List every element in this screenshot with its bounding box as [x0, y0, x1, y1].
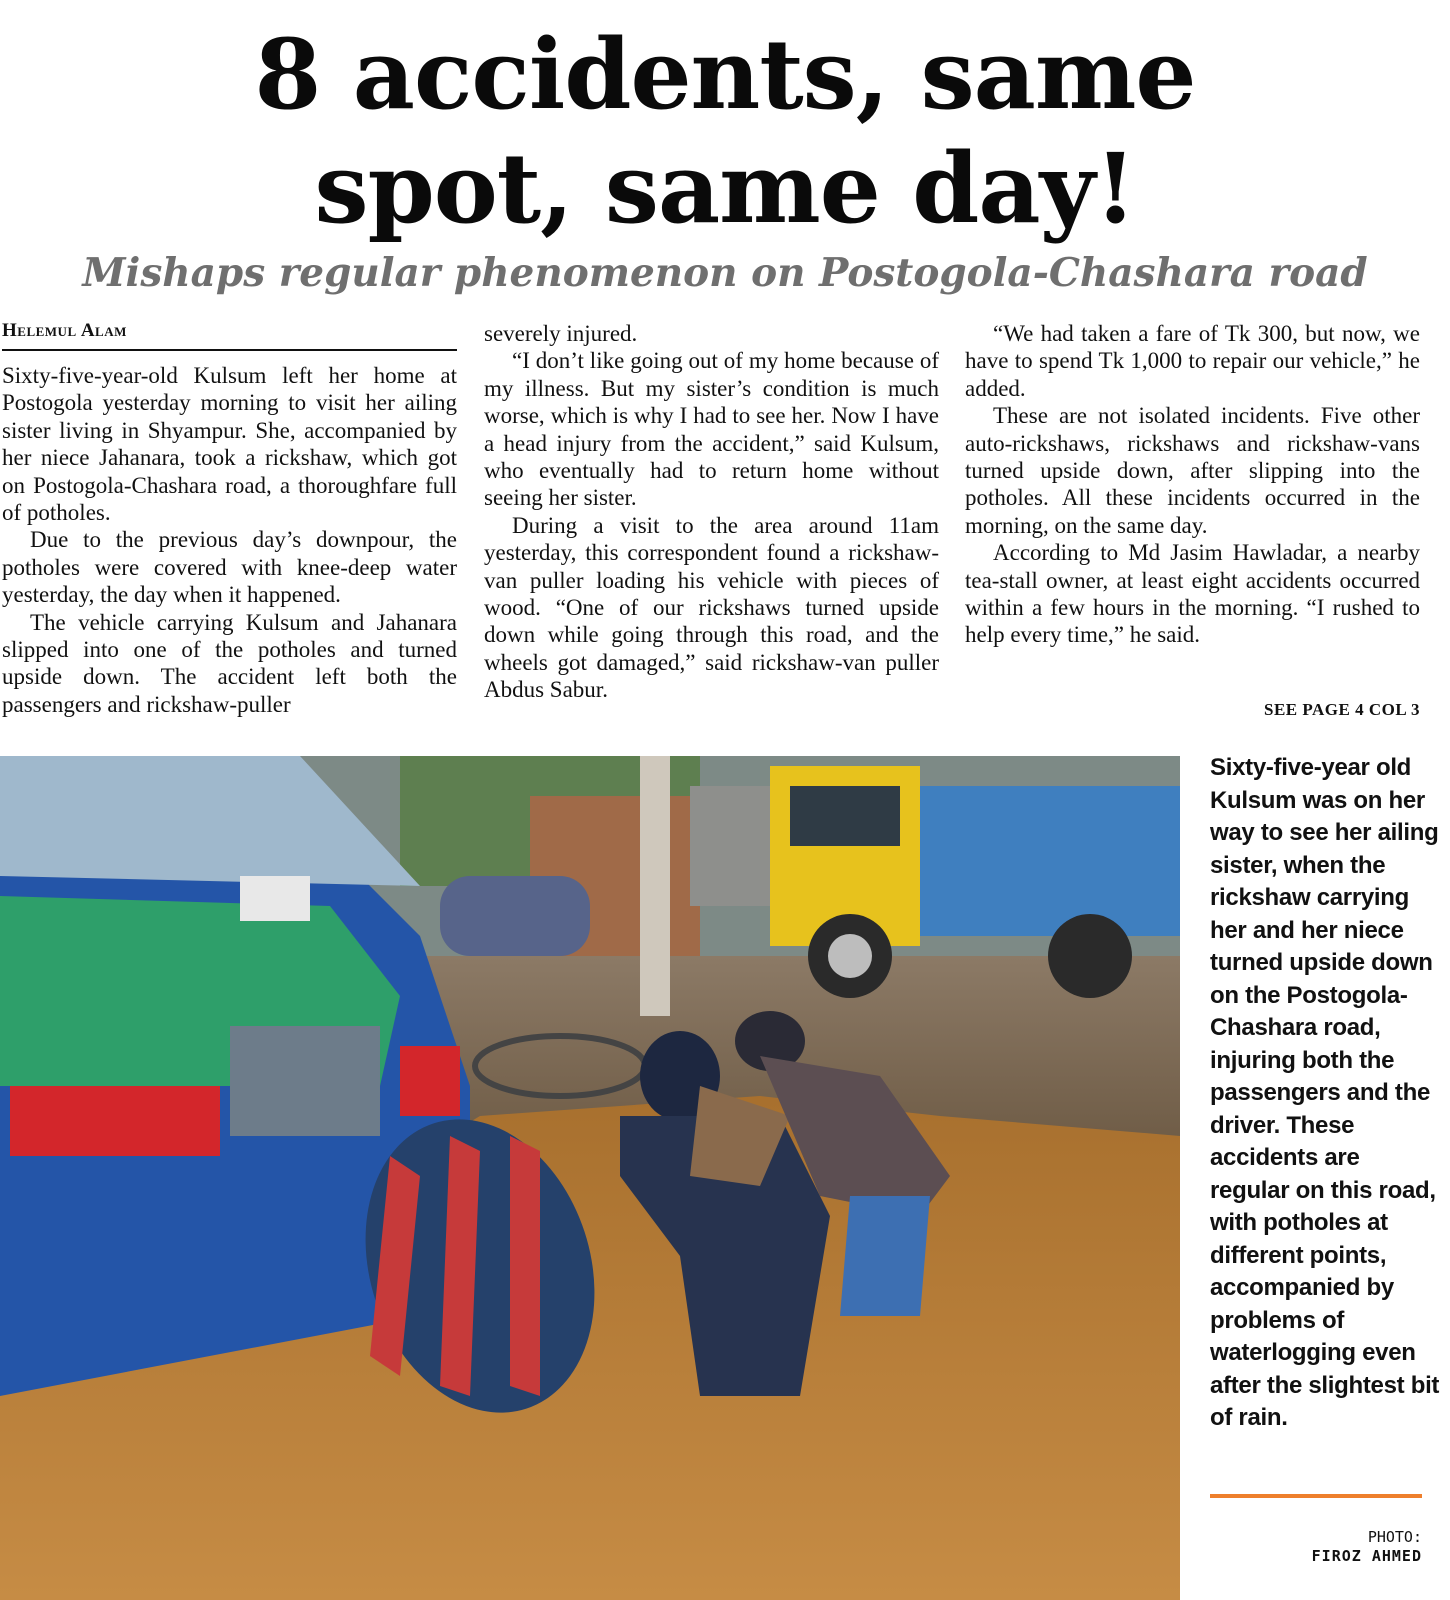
covered-car [440, 876, 590, 956]
photo-credit-name: FIROZ AHMED [1311, 1547, 1422, 1565]
article-column-3 [965, 320, 1420, 649]
article-column-1 [2, 320, 457, 718]
paragraph-3: The vehicle carrying Kulsum and Jahanara slipped into one of the potholes and turned upside down. The accident left both the passengers and rickshaw-puller [2, 609, 457, 717]
headline [0, 18, 1450, 246]
subheadline: Mishaps regular phenomenon on Postogola-Chashara road [82, 250, 1368, 296]
byline: Helemul Alam [2, 320, 457, 351]
news-photo [0, 756, 1180, 1600]
paragraph-1: Sixty-five-year-old Kulsum left her home at Postogola yesterday morning to visit her ailing sister living in Shyampur. She, accompanied by her niece Jahanara, took a rickshaw, which got on Postogola-Chashara road, a thoroughfare full of potholes. [2, 363, 457, 526]
caption-divider [1210, 1494, 1422, 1498]
photo-caption: Sixty-five-year old Kulsum was on her way to see her ailing sister, when the rickshaw carrying her and her niece turned upside down on the Postogola-Chashara road, injuring both the passengers and the driver. These accidents are regular on this road, with potholes at different points, accompanied by problems of waterlogging even after the slightest bit of rain. [1210, 754, 1440, 1431]
article-column-2 [484, 320, 939, 704]
paragraph-3-continued: severely injured. [484, 321, 638, 346]
news-photo-illustration [0, 756, 1180, 1600]
tin-shed [690, 786, 780, 906]
headline-line-2: spot, same day! [314, 132, 1136, 245]
headline-line-1: 8 accidents, same [254, 18, 1196, 131]
jump-line: SEE PAGE 4 COL 3 [1264, 700, 1420, 719]
utility-pole [640, 756, 670, 1016]
paragraph-8: According to Md Jasim Hawladar, a nearby tea-stall owner, at least eight accidents occurred within a few hours in the morning. “I rushed to help every time,” he said. [965, 540, 1420, 648]
photo-credit-label: PHOTO: [1367, 1528, 1422, 1546]
photo-credit [1312, 1528, 1422, 1566]
paragraph-5: During a visit to the area around 11am yesterday, this correspondent found a rickshaw-van puller loading his vehicle with pieces of wood. “One of our rickshaws turned upside down while going through this road, and the wheels got damaged,” said rickshaw-van puller Abdus Sabur. [484, 512, 939, 703]
paragraph-2: Due to the previous day’s downpour, the potholes were covered with knee-deep water yesterday, the day when it happened. [2, 527, 457, 608]
paragraph-7: These are not isolated incidents. Five other auto-rickshaws, rickshaws and rickshaw-vans turned upside down, after slipping into the potholes. All these incidents occurred in the morning, on the same day. [965, 403, 1420, 538]
paragraph-6: “We had taken a fare of Tk 300, but now, we have to spend Tk 1,000 to repair our vehicle,” he added. [965, 321, 1420, 401]
paragraph-4: “I don’t like going out of my home because of my illness. But my sister’s condition is much worse, which is why I had to see her. Now I have a head injury from the accident,” said Kulsum, who eventually had to return home without seeing her sister. [484, 348, 939, 511]
